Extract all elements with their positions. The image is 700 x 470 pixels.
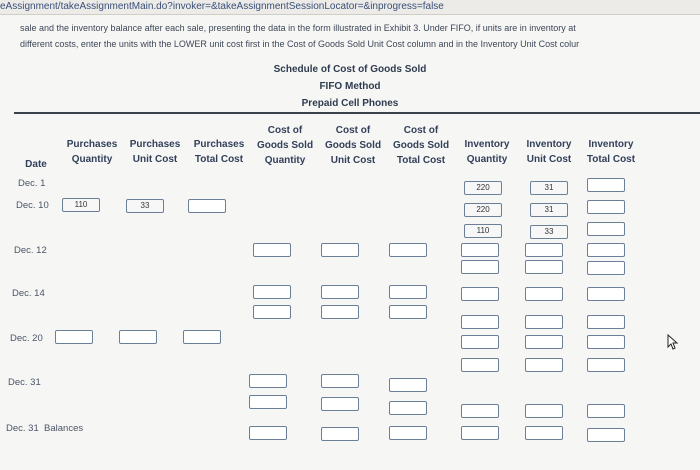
balances-inventory-unit-cost-input[interactable] — [525, 426, 563, 440]
balances-cogs-quantity-input[interactable] — [249, 426, 287, 440]
row-label-dec-20: Dec. 20 — [10, 333, 43, 344]
dec31-inventory-quantity-input[interactable] — [461, 404, 499, 418]
dec12-cogs-total-cost-input[interactable] — [389, 243, 427, 257]
schedule-method: FIFO Method — [319, 81, 381, 92]
dec31-cogs-unit-cost-input-1[interactable] — [321, 374, 359, 388]
header-inventory-quantity: Inventory Quantity — [464, 139, 510, 165]
row-label-dec-31-balances: Dec. 31 Balances — [6, 423, 84, 434]
dec14-cogs-total-cost-input-2[interactable] — [389, 305, 427, 319]
dec31-cogs-total-cost-input-1[interactable] — [389, 378, 427, 392]
dec20-inventory-quantity-input-3[interactable] — [461, 358, 499, 372]
dec10-inventory-quantity-input-2[interactable]: 110 — [464, 224, 502, 238]
header-date: Date — [25, 159, 47, 170]
dec14-inventory-unit-cost-input[interactable] — [525, 287, 563, 301]
dec10-inventory-unit-cost-input-1[interactable]: 31 — [530, 203, 568, 217]
dec14-inventory-total-cost-input[interactable] — [587, 287, 625, 301]
dec20-purchases-total-cost-input[interactable] — [183, 330, 221, 344]
row-label-dec-10: Dec. 10 — [16, 200, 49, 211]
header-purchases-total-cost: Purchases Total Cost — [193, 139, 245, 165]
dec31-cogs-quantity-input-1[interactable] — [249, 374, 287, 388]
schedule-company: Prepaid Cell Phones — [301, 98, 399, 109]
dec12-inventory-total-cost-input-1[interactable] — [587, 243, 625, 257]
balances-inventory-quantity-input[interactable] — [461, 426, 499, 440]
dec31-cogs-quantity-input-2[interactable] — [249, 395, 287, 409]
row-label-dec-14: Dec. 14 — [12, 288, 45, 299]
dec20-inventory-unit-cost-input-2[interactable] — [525, 335, 563, 349]
dec20-inventory-unit-cost-input-3[interactable] — [525, 358, 563, 372]
dec14-cogs-total-cost-input-1[interactable] — [389, 285, 427, 299]
dec31-inventory-total-cost-input[interactable] — [587, 404, 625, 418]
dec14-cogs-unit-cost-input-2[interactable] — [321, 305, 359, 319]
dec1-inventory-unit-cost-input[interactable]: 31 — [530, 181, 568, 195]
row-label-dec-1: Dec. 1 — [18, 178, 46, 189]
header-purchases-quantity: Purchases Quantity — [66, 139, 118, 165]
header-cogs-unit-cost: Cost of Goods Sold Unit Cost — [324, 125, 382, 166]
schedule-title: Schedule of Cost of Goods Sold — [273, 64, 427, 75]
header-cogs-quantity: Cost of Goods Sold Quantity — [256, 125, 314, 166]
dec10-inventory-total-cost-input-1[interactable] — [587, 200, 625, 214]
dec14-cogs-unit-cost-input-1[interactable] — [321, 285, 359, 299]
dec1-inventory-total-cost-input[interactable] — [587, 178, 625, 192]
dec12-inventory-unit-cost-input-2[interactable] — [525, 260, 563, 274]
header-divider — [14, 112, 700, 114]
instructions-line-2: different costs, enter the units with the LOWER unit cost first in the Cost of Goods Sold Unit Cost column and in the Inventory Unit Cost colur — [20, 39, 580, 49]
dec12-cogs-unit-cost-input[interactable] — [321, 243, 359, 257]
address-bar-url: eAssignment/takeAssignmentMain.do?invoker=&takeAssignmentSessionLocator=&inprogress=false — [0, 1, 444, 12]
dec12-inventory-quantity-input-2[interactable] — [461, 260, 499, 274]
dec14-cogs-quantity-input-1[interactable] — [253, 285, 291, 299]
dec12-cogs-quantity-input[interactable] — [253, 243, 291, 257]
header-purchases-unit-cost: Purchases Unit Cost — [129, 139, 181, 165]
dec1-inventory-quantity-input[interactable]: 220 — [464, 181, 502, 195]
balances-inventory-total-cost-input[interactable] — [587, 428, 625, 442]
dec20-inventory-quantity-input-2[interactable] — [461, 335, 499, 349]
dec10-inventory-total-cost-input-2[interactable] — [587, 222, 625, 236]
dec14-inventory-quantity-input[interactable] — [461, 287, 499, 301]
balances-cogs-unit-cost-input[interactable] — [321, 427, 359, 441]
dec10-purchases-total-cost-input[interactable] — [188, 199, 226, 213]
address-bar[interactable] — [0, 0, 700, 15]
dec20-purchases-quantity-input[interactable] — [55, 330, 93, 344]
dec10-purchases-unit-cost-input[interactable]: 33 — [126, 199, 164, 213]
row-label-dec-31: Dec. 31 — [8, 377, 41, 388]
dec31-cogs-total-cost-input-2[interactable] — [389, 401, 427, 415]
dec20-inventory-total-cost-input-1[interactable] — [587, 315, 625, 329]
instructions — [20, 20, 700, 52]
header-cogs-total-cost: Cost of Goods Sold Total Cost — [392, 125, 450, 166]
dec14-cogs-quantity-input-2[interactable] — [253, 305, 291, 319]
header-inventory-total-cost: Inventory Total Cost — [586, 139, 636, 165]
dec12-inventory-unit-cost-input-1[interactable] — [525, 243, 563, 257]
instructions-line-1: sale and the inventory balance after each sale, presenting the data in the form illustrated in Exhibit 3. Under FIFO, if units are in inventory at — [20, 23, 576, 33]
dec20-inventory-total-cost-input-3[interactable] — [587, 358, 625, 372]
header-inventory-unit-cost: Inventory Unit Cost — [526, 139, 572, 165]
dec20-purchases-unit-cost-input[interactable] — [119, 330, 157, 344]
dec31-inventory-unit-cost-input[interactable] — [525, 404, 563, 418]
dec10-inventory-unit-cost-input-2[interactable]: 33 — [530, 225, 568, 239]
balances-cogs-total-cost-input[interactable] — [389, 426, 427, 440]
dec10-inventory-quantity-input-1[interactable]: 220 — [464, 203, 502, 217]
dec31-cogs-unit-cost-input-2[interactable] — [321, 397, 359, 411]
row-label-dec-12: Dec. 12 — [14, 245, 47, 256]
dec20-inventory-total-cost-input-2[interactable] — [587, 335, 625, 349]
dec12-inventory-total-cost-input-2[interactable] — [587, 261, 625, 275]
dec12-inventory-quantity-input-1[interactable] — [461, 243, 499, 257]
dec20-inventory-quantity-input-1[interactable] — [461, 315, 499, 329]
dec10-purchases-quantity-input[interactable]: 110 — [62, 198, 100, 212]
dec20-inventory-unit-cost-input-1[interactable] — [525, 315, 563, 329]
